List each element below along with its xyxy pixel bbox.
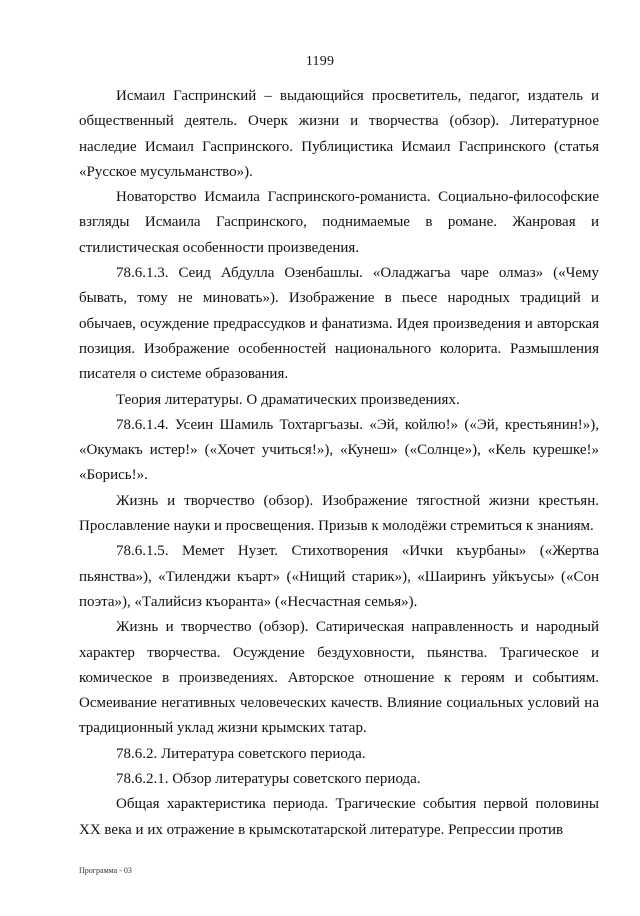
- paragraph-ozenbashly: 78.6.1.3. Сеид Абдулла Озенбашлы. «Оладжагъа чаре олмаз» («Чему бывать, тому не миновать»). Изображение в пьесе народных традиций и обычаев, осуждение предрассудков и фанатизма. Идея произведения и авторская позиция. Изображение особенностей национального колорита. Размышления писателя о системе образования.: [79, 265, 599, 383]
- paragraph-nuzet: 78.6.1.5. Мемет Нузет. Стихотворения «Ички къурбаны» («Жертва пьянства»), «Тиленджи къарт» («Нищий старик»), «Шаиринъ уйкъусы» («Сон поэта»), «Талийсиз къоранта» («Несчастная семья»).: [79, 543, 599, 610]
- footer-label: Программа - 03: [79, 866, 132, 875]
- paragraph-nuzet-life: Жизнь и творчество (обзор). Сатирическая направленность и народный характер творчества. Осуждение бездуховности, пьянства. Трагическое и комическое в произведениях. Авторское отношение к героям и событиям. Осмеивание негативных человеческих качеств. Влияние социальных условий на традиционный уклад жизни крымских татар.: [79, 619, 599, 737]
- paragraph-tokhtargazy: 78.6.1.4. Усеин Шамиль Тохтаргъазы. «Эй, койлю!» («Эй, крестьянин!»), «Окумакъ истер!» («Хочет учиться!»), «Кунеш» («Солнце»), «Кель курешке!» «Борись!».: [79, 416, 599, 484]
- page-number: 1199: [305, 54, 335, 69]
- paragraph-tokhtargazy-life: Жизнь и творчество (обзор). Изображение тягостной жизни крестьян. Прославление науки и просвещения. Призыв к молодёжи стремиться к знаниям.: [79, 492, 599, 535]
- paragraph-gasprinsky-novelist: Новаторство Исмаила Гаспринского-романиста. Социально-философские взгляды Исмаила Гаспринского, поднимаемые в романе. Жанровая и стилистическая особенности произведения.: [79, 189, 599, 256]
- paragraph-soviet-overview: 78.6.2.1. Обзор литературы советского периода.: [116, 771, 421, 788]
- paragraph-gasprinsky-intro: Исмаил Гаспринский – выдающийся просветитель, педагог, издатель и общественный деятель. Очерк жизни и творчества (обзор). Литературное наследие Исмаил Гаспринского. Публицистика Исмаил Гаспринского (статья «Русское мусульманство»).: [79, 88, 599, 180]
- paragraph-soviet-literature: 78.6.2. Литература советского периода.: [116, 745, 366, 762]
- paragraph-period-characteristics: Общая характеристика периода. Трагические события первой половины XX века и их отражение в крымскотатарской литературе. Репрессии против: [79, 796, 599, 838]
- body-text: [79, 84, 599, 843]
- paragraph-drama-theory: Теория литературы. О драматических произведениях.: [116, 391, 460, 408]
